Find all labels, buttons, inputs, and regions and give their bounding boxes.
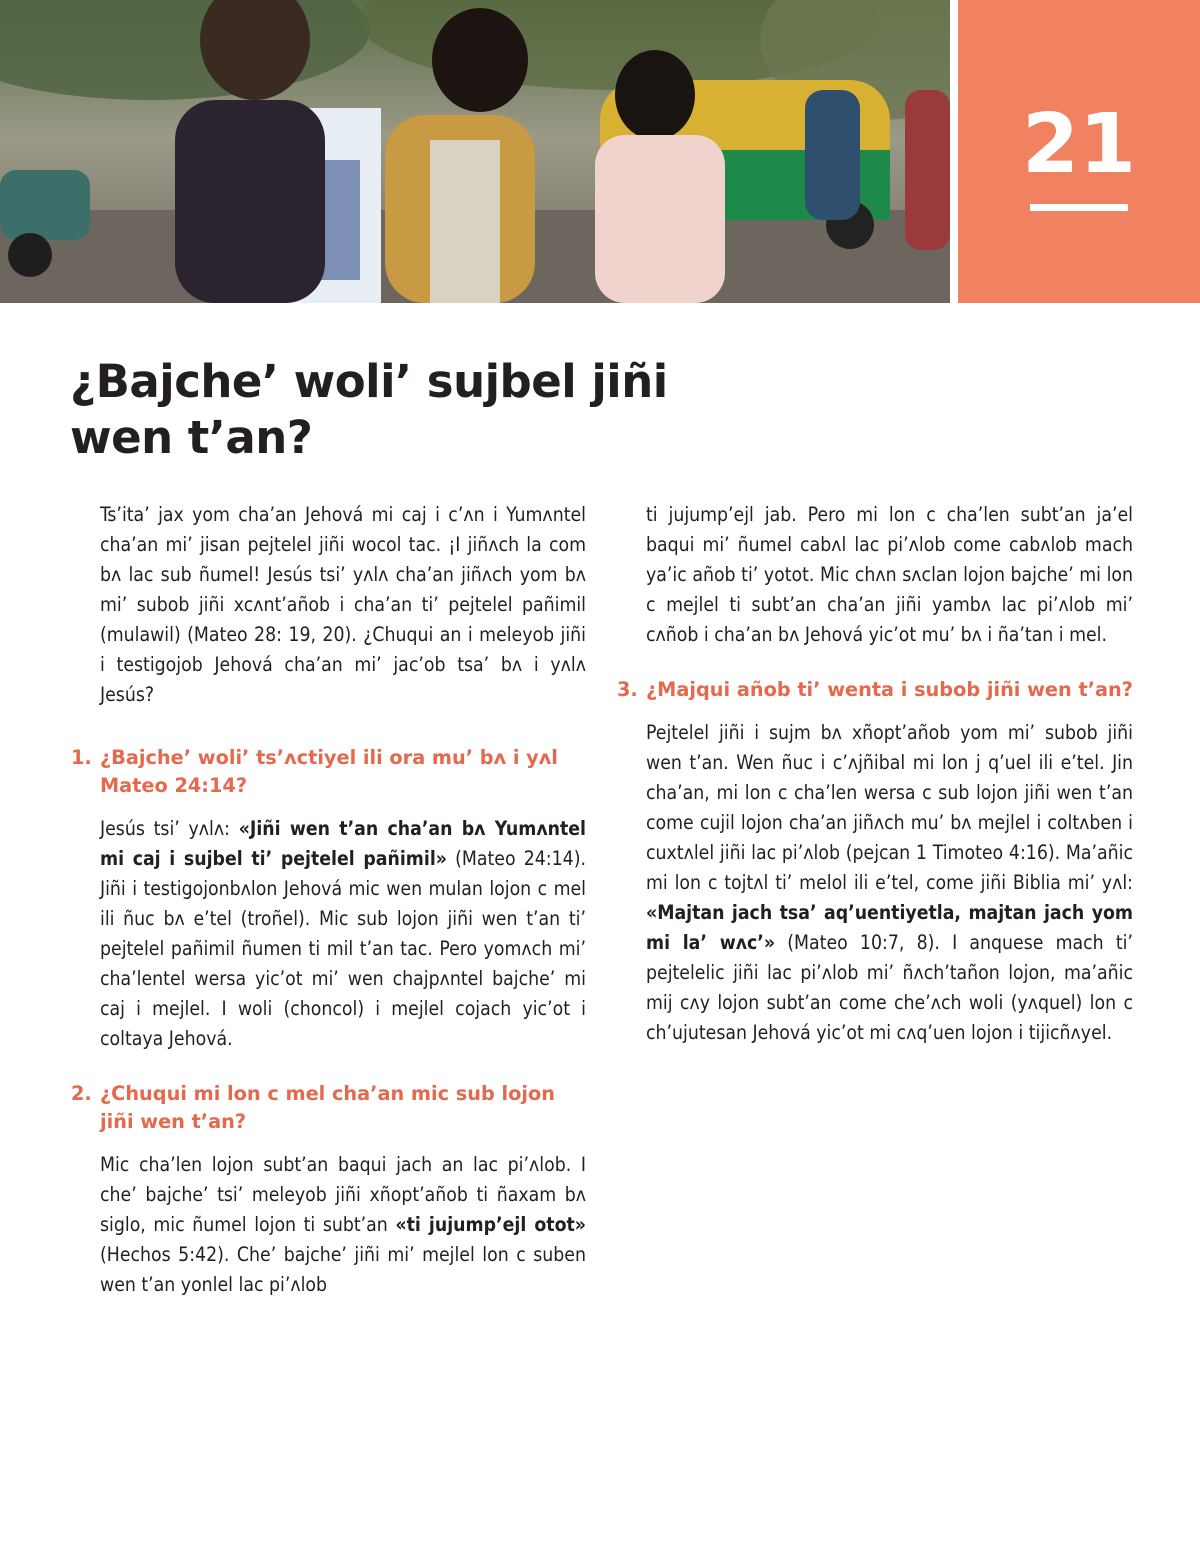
page-title: ¿Bajche’ woli’ sujbel jiñi wen t’an? bbox=[70, 355, 668, 464]
answer-3-text: Pejtelel jiñi i sujm bʌ xñopt’añob yom mi’ subob jiñi wen t’an. Wen ñuc i c’ʌjñibal mi lon j q’uel ili e’tel. Jin cha’an, mi lon c cha’len wersa c sub lojon jiñi wen t’an come cujil lojon cha’an jiñʌch mu’ bʌ mejlel i coltʌben i cuxtʌlel jiñi lac pi’ʌlob (pejcan 1 Timoteo 4:16). Ma’añic mi lon c tojtʌl ti’ melol ili e’tel, come jiñi Biblia mi’ yʌl: bbox=[646, 721, 1133, 894]
answer-3-quote: «Majtan jach tsa’ aq’uentiyetla, majtan jach yom mi la’ wʌc’» bbox=[646, 901, 1133, 954]
intro-paragraph: Ts’ita’ jax yom cha’an Jehová mi caj i c’ʌn i Yumʌntel cha’an mi’ jisan pejtelel jiñi wocol tac. ¡I jiñʌch la com bʌ lac sub ñumel! Jesús tsi’ yʌlʌ cha’an jiñʌch yom bʌ mi’ subob jiñi xcʌnt’añob i cha’an ti’ pejtelel pañimil (mulawil) (Mateo 28: 19, 20). ¿Chuqui an i meleyob jiñi i testigojob Jehová cha’an mi’ jac’ob tsa’ bʌ i yʌlʌ Jesús? bbox=[100, 503, 586, 706]
question-1-number: 1. bbox=[71, 746, 92, 769]
answer-3 bbox=[646, 718, 1133, 1048]
answer-2-text: Mic cha’len lojon subt’an baqui jach an lac pi’ʌlob. I che’ bajche’ tsi’ meleyob jiñi xñopt’añob ti ñaxam bʌ siglo, mic ñumel lojon ti subt’an bbox=[100, 1153, 586, 1236]
question-1-text: ¿Bajche’ woli’ ts’ʌctiyel ili ora mu’ bʌ i yʌl Mateo 24:14? bbox=[100, 746, 558, 797]
street-witnessing-photo bbox=[0, 0, 950, 303]
question-2-text: ¿Chuqui mi lon c mel cha’an mic sub lojon jiñi wen t’an? bbox=[100, 1082, 555, 1133]
question-3-number: 3. bbox=[617, 678, 638, 701]
chapter-number-box bbox=[958, 0, 1200, 303]
chapter-number: 21 bbox=[1021, 97, 1137, 192]
answer-2-text-cont: (Hechos 5:42). Che’ bajche’ jiñi mi’ mejlel lon c suben wen t’an yonlel lac pi’ʌlob bbox=[100, 1243, 586, 1296]
header-photo bbox=[0, 0, 950, 303]
answer-1 bbox=[100, 814, 586, 1054]
answer-2-continuation: ti jujump’ejl jab. Pero mi lon c cha’len subt’an ja’el baqui mi’ ñumel cabʌl lac pi’ʌlob come cabʌlob mach ya’ic añob ti’ yotot. Mic chʌn sʌclan lojon bajche’ mi lon c mejlel ti subt’an cha’an jiñi yambʌ lac pi’ʌlob mi’ cʌñob i cha’an bʌ Jehová yic’ot mu’ bʌ i ña’tan i mel. bbox=[646, 503, 1133, 646]
answer-1-text: Jesús tsi’ yʌlʌ: bbox=[100, 817, 239, 840]
question-2-number: 2. bbox=[71, 1082, 92, 1105]
question-3-text: ¿Majqui añob ti’ wenta i subob jiñi wen t’an? bbox=[646, 678, 1133, 701]
answer-1-quote: «Jiñi wen t’an cha’an bʌ Yumʌntel mi caj i sujbel ti’ pejtelel pañimil» bbox=[100, 817, 586, 870]
answer-1-text-cont: (Mateo 24:14). Jiñi i testigojonbʌlon Jehová mic wen mulan lojon c mel ili ñuc bʌ e’tel (troñel). Mic sub lojon jiñi wen t’an ti’ pejtelel pañimil ñumen ti mil t’an tac. Pero yomʌch mi’ cha’lentel wersa yic’ot mi’ wen chajpʌntel bajche’ mi caj i mejlel. I woli (choncol) i mejlel cojach yic’ot i coltaya Jehová. bbox=[100, 847, 586, 1050]
answer-3-text-cont: (Mateo 10:7, 8). I anquese mach ti’ pejtelelic jiñi lac pi’ʌlob mi’ ñʌch’tañon lojon, ma’añic mij cʌy lojon subt’an come che’ʌch woli (yʌquel) lon c ch’ujutesan Jehová yic’ot mi cʌq’uen lojon i tijicñʌyel. bbox=[646, 931, 1133, 1044]
question-2 bbox=[71, 1080, 586, 1136]
left-column bbox=[71, 500, 586, 1300]
answer-2 bbox=[100, 1150, 586, 1300]
question-1 bbox=[71, 744, 586, 800]
question-3 bbox=[617, 676, 1133, 704]
right-column bbox=[617, 500, 1133, 1048]
answer-2-quote: «ti jujump’ejl otot» bbox=[395, 1213, 586, 1236]
chapter-underline bbox=[1030, 204, 1128, 211]
